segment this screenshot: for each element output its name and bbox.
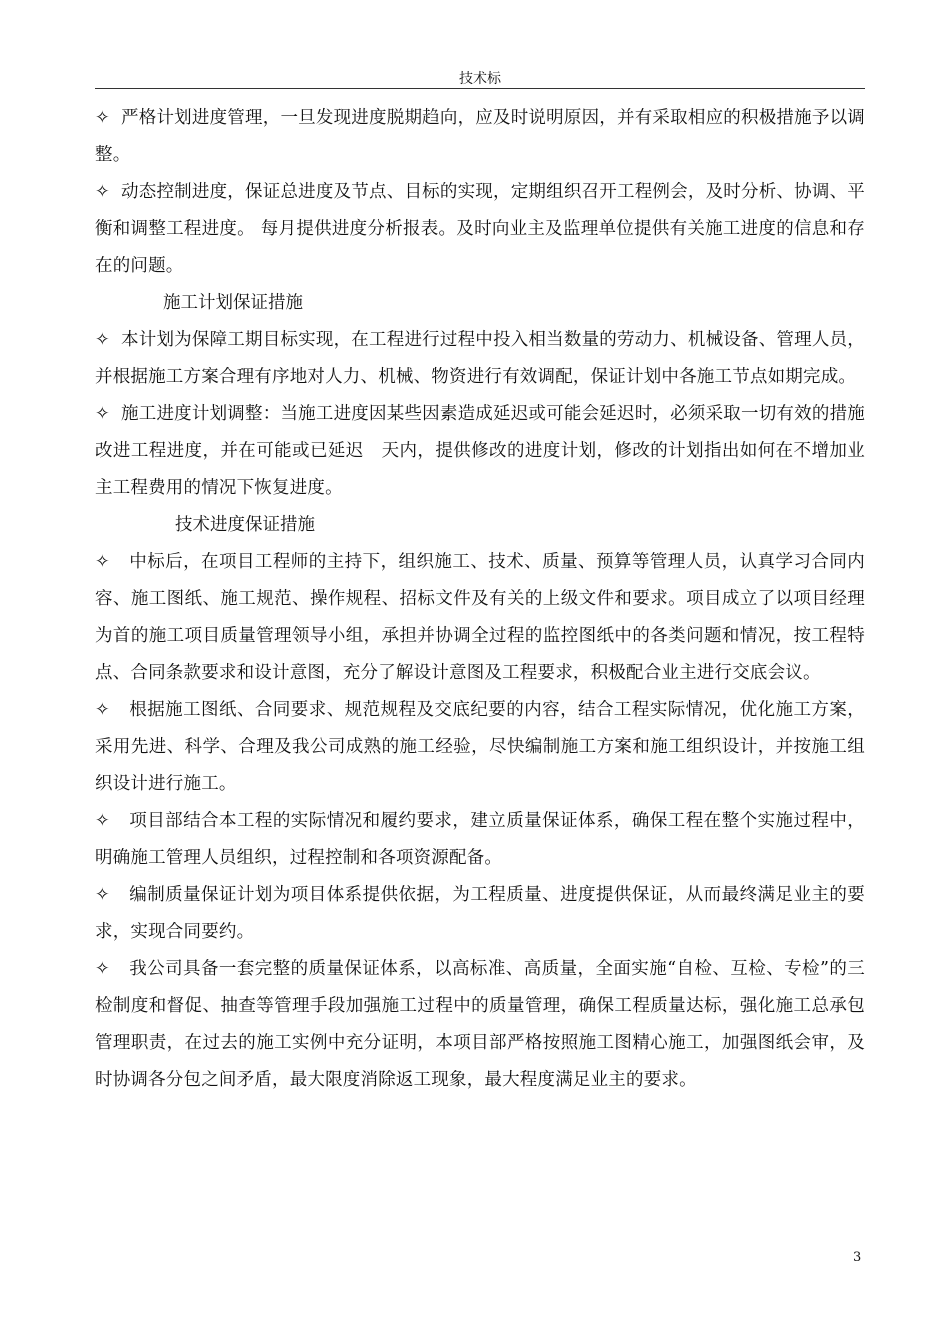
paragraph-6 [95,692,865,803]
page-header [95,60,865,89]
bullet-icon: ✧ [95,182,110,202]
bullet-icon: ✧ [95,330,110,350]
paragraph-5 [95,544,865,692]
paragraph-text: 中标后，在项目工程师的主持下，组织施工、技术、质量、预算等管理人员，认真学习合同内容、施工图纸、施工规范、操作规程、招标文件及有关的上级文件和要求。项目成立了以项目经理为首的施工项目质量管理领导小组，承担并协调全过程的监控图纸中的各类问题和情况，按工程特点、合同条款要求和设计意图，充分了解设计意图及工程要求，积极配合业主进行交底会议。 [95,552,865,683]
section-heading-construction-plan: 施工计划保证措施 [163,293,303,313]
paragraph-text: 施工进度计划调整：当施工进度因某些因素造成延迟或可能会延迟时，必须采取一切有效的措施改进工程进度，并在可能或已延迟 天内，提供修改的进度计划，修改的计划指出如何在不增加业主工程费用的情况下恢复进度。 [95,404,865,498]
paragraph-text: 我公司具备一套完整的质量保证体系，以高标准、高质量，全面实施“自检、互检、专检”的三检制度和督促、抽查等管理手段加强施工过程中的质量管理，确保工程质量达标，强化施工总承包管理职责，在过去的施工实例中充分证明，本项目部严格按照施工图精心施工，加强图纸会审，及时协调各分包之间矛盾，最大限度消除返工现象，最大程度满足业主的要求。 [95,959,865,1090]
bullet-icon: ✧ [95,700,110,720]
paragraph-7 [95,803,865,877]
paragraph-2 [95,174,865,285]
paragraph-text: 根据施工图纸、合同要求、规范规程及交底纪要的内容，结合工程实际情况，优化施工方案，采用先进、科学、合理及我公司成熟的施工经验，尽快编制施工方案和施工组织设计，并按施工组织设计进行施工。 [95,700,865,794]
paragraph-text: 动态控制进度，保证总进度及节点、目标的实现，定期组织召开工程例会，及时分析、协调、平衡和调整工程进度。 每月提供进度分析报表。及时向业主及监理单位提供有关施工进度的信息和存在的问题。 [95,182,865,276]
paragraph-1 [95,100,865,174]
paragraph-9 [95,951,865,1099]
document-body [95,100,865,1099]
bullet-icon: ✧ [95,108,110,128]
paragraph-text: 本计划为保障工期目标实现，在工程进行过程中投入相当数量的劳动力、机械设备、管理人员，并根据施工方案合理有序地对人力、机械、物资进行有效调配，保证计划中各施工节点如期完成。 [95,330,865,387]
paragraph-text: 严格计划进度管理，一旦发现进度脱期趋向，应及时说明原因，并有采取相应的积极措施予以调整。 [95,108,865,165]
page-number: 3 [853,1250,862,1265]
bullet-icon: ✧ [95,811,110,831]
bullet-icon: ✧ [95,885,110,905]
bullet-icon: ✧ [95,959,110,979]
header-title: 技术标 [459,71,501,87]
paragraph-4 [95,396,865,507]
section-heading-technical-progress: 技术进度保证措施 [175,515,315,535]
paragraph-text: 编制质量保证计划为项目体系提供依据，为工程质量、进度提供保证，从而最终满足业主的要求，实现合同要约。 [95,885,865,942]
bullet-icon: ✧ [95,404,110,424]
paragraph-text: 项目部结合本工程的实际情况和履约要求，建立质量保证体系，确保工程在整个实施过程中，明确施工管理人员组织，过程控制和各项资源配备。 [95,811,865,868]
bullet-icon: ✧ [95,552,110,572]
paragraph-8 [95,877,865,951]
paragraph-3 [95,322,865,396]
